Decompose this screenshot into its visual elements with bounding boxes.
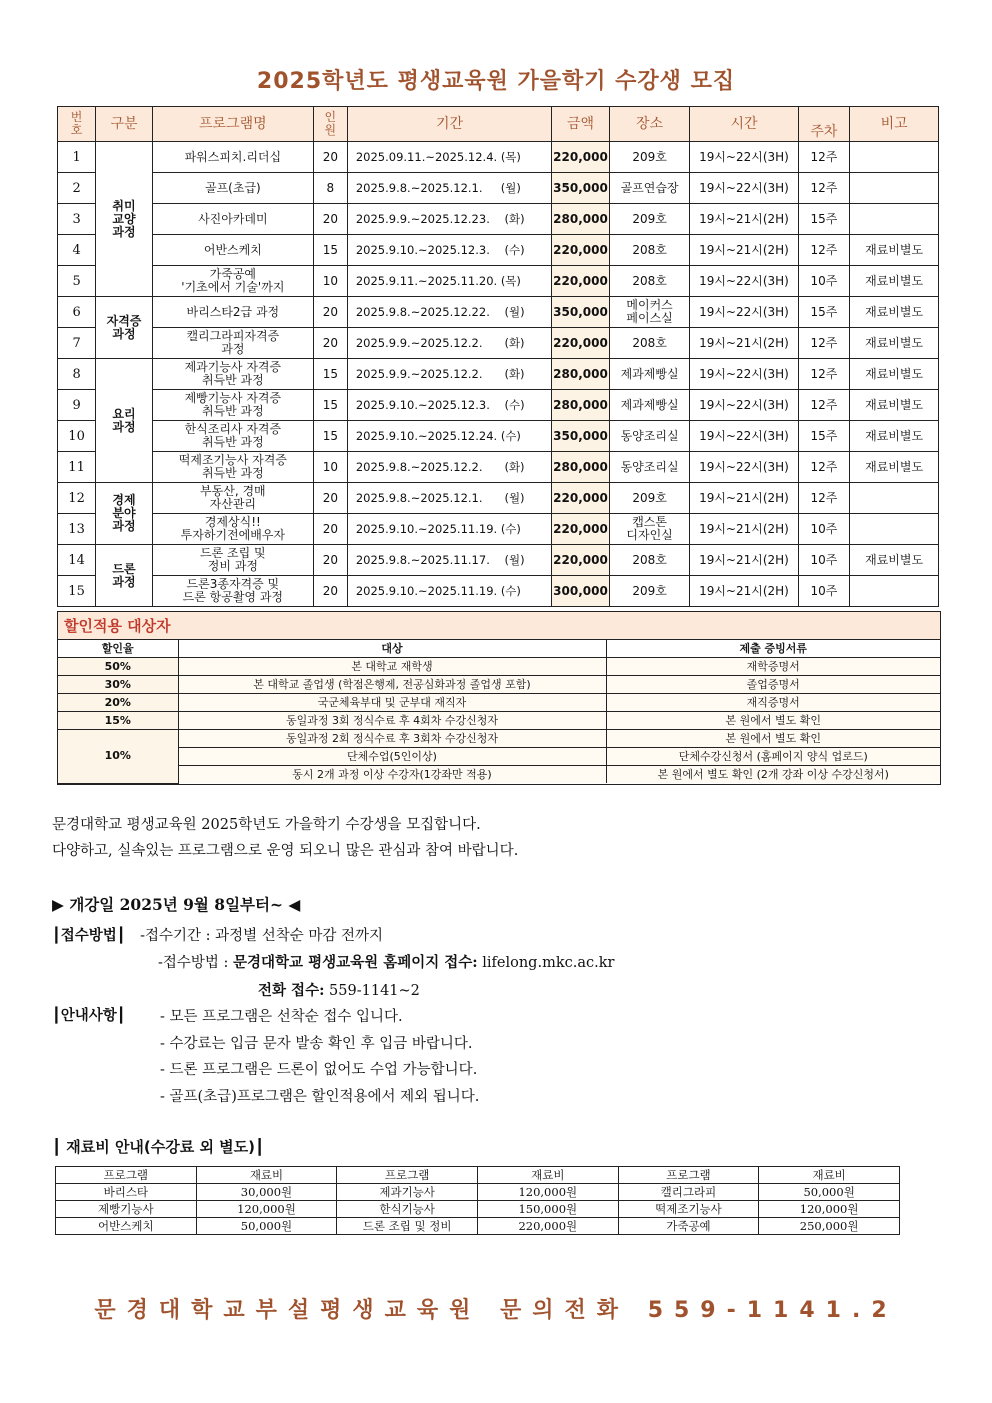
page-title: 2025학년도 평생교육원 가을학기 수강생 모집 bbox=[256, 69, 736, 94]
time: 19시~21시(2H) bbox=[690, 514, 798, 545]
application-phone: 559-1141~2 bbox=[324, 983, 420, 999]
program-row bbox=[58, 545, 939, 576]
time: 19시~22시(3H) bbox=[690, 390, 798, 421]
capacity: 20 bbox=[313, 328, 347, 359]
period: 2025.9.10.~2025.11.19. (수) bbox=[347, 514, 551, 545]
row-number: 9 bbox=[58, 390, 96, 421]
application-url[interactable]: lifelong.mkc.ac.kr bbox=[477, 955, 615, 971]
row-number: 15 bbox=[58, 576, 96, 607]
note: 재료비별도 bbox=[850, 390, 939, 421]
program-row bbox=[58, 173, 939, 204]
time: 19시~22시(3H) bbox=[690, 173, 798, 204]
material-cost: 150,000원 bbox=[477, 1201, 618, 1218]
place: 209호 bbox=[609, 204, 689, 235]
notice-row bbox=[52, 1004, 126, 1025]
discount-row bbox=[58, 694, 940, 712]
discount-target: 본 대학교 졸업생 (학점은행제, 전공심화과정 졸업생 포함) bbox=[178, 676, 606, 694]
fee: 220,000 bbox=[552, 545, 610, 576]
materials-col: 재료비 bbox=[196, 1167, 337, 1184]
period: 2025.9.10.~2025.12.3. (수) bbox=[347, 390, 551, 421]
fee: 280,000 bbox=[552, 359, 610, 390]
material-program: 드론 조립 및 정비 bbox=[337, 1218, 478, 1235]
time: 19시~22시(3H) bbox=[690, 359, 798, 390]
time: 19시~21시(2H) bbox=[690, 483, 798, 514]
discount-rate: 10% bbox=[58, 730, 178, 784]
note bbox=[850, 173, 939, 204]
program-row bbox=[58, 297, 939, 328]
category-cell: 경제 분야 과정 bbox=[96, 483, 153, 545]
material-cost: 220,000원 bbox=[477, 1218, 618, 1235]
place: 캡스톤 디자인실 bbox=[609, 514, 689, 545]
fee: 220,000 bbox=[552, 235, 610, 266]
program-name: 제과기능사 자격증 취득반 과정 bbox=[152, 359, 313, 390]
discount-doc: 졸업증명서 bbox=[606, 676, 940, 694]
application-period-row bbox=[52, 924, 383, 945]
row-number: 3 bbox=[58, 204, 96, 235]
discount-section bbox=[57, 611, 941, 785]
notice-item: - 수강료는 입금 문자 발송 확인 후 입금 바랍니다. bbox=[160, 1035, 473, 1052]
program-name: 파워스피치.리더십 bbox=[152, 142, 313, 173]
weeks: 12주 bbox=[798, 235, 850, 266]
col-period: 기간 bbox=[347, 107, 551, 142]
material-cost: 250,000원 bbox=[759, 1218, 900, 1235]
col-time: 시간 bbox=[690, 107, 798, 142]
discount-target: 단체수업(5인이상) bbox=[178, 748, 606, 766]
program-row bbox=[58, 359, 939, 390]
weeks: 10주 bbox=[798, 545, 850, 576]
period: 2025.9.11.~2025.11.20. (목) bbox=[347, 266, 551, 297]
application-phone-row bbox=[258, 979, 420, 1000]
program-row bbox=[58, 142, 939, 173]
note: 재료비별도 bbox=[850, 452, 939, 483]
weeks: 12주 bbox=[798, 359, 850, 390]
period: 2025.9.10.~2025.12.24. (수) bbox=[347, 421, 551, 452]
time: 19시~21시(2H) bbox=[690, 204, 798, 235]
weeks: 10주 bbox=[798, 266, 850, 297]
application-method-row bbox=[158, 951, 614, 972]
note bbox=[850, 142, 939, 173]
category-cell: 취미 교양 과정 bbox=[96, 142, 153, 297]
period: 2025.9.8.~2025.11.17. (월) bbox=[347, 545, 551, 576]
place: 동양조리실 bbox=[609, 421, 689, 452]
discount-col-target: 대상 bbox=[178, 640, 606, 658]
note: 재료비별도 bbox=[850, 359, 939, 390]
program-table bbox=[57, 106, 939, 607]
time: 19시~21시(2H) bbox=[690, 545, 798, 576]
period: 2025.9.8.~2025.12.2. (화) bbox=[347, 452, 551, 483]
materials-header-row bbox=[56, 1167, 900, 1184]
intro-line: 다양하고, 실속있는 프로그램으로 운영 되오니 많은 관심과 참여 바랍니다. bbox=[52, 843, 519, 859]
material-program: 어반스케치 bbox=[56, 1218, 197, 1235]
discount-target: 동시 2개 과정 이상 수강자(1강좌만 적용) bbox=[178, 766, 606, 784]
materials-title: ┃ 재료비 안내(수강료 외 별도)┃ bbox=[52, 1138, 265, 1156]
place: 208호 bbox=[609, 266, 689, 297]
intro-line: 문경대학교 평생교육원 2025학년도 가을학기 수강생을 모집합니다. bbox=[52, 817, 481, 833]
weeks: 10주 bbox=[798, 514, 850, 545]
category-cell: 자격증 과정 bbox=[96, 297, 153, 359]
note: 재료비별도 bbox=[850, 297, 939, 328]
capacity: 10 bbox=[313, 266, 347, 297]
capacity: 15 bbox=[313, 359, 347, 390]
discount-rate: 15% bbox=[58, 712, 178, 730]
material-program: 떡제조기능사 bbox=[618, 1201, 759, 1218]
materials-col: 프로그램 bbox=[337, 1167, 478, 1184]
place: 208호 bbox=[609, 545, 689, 576]
note bbox=[850, 483, 939, 514]
period: 2025.9.10.~2025.12.3. (수) bbox=[347, 235, 551, 266]
discount-row bbox=[58, 658, 940, 676]
period: 2025.9.8.~2025.12.22. (월) bbox=[347, 297, 551, 328]
discount-rate: 30% bbox=[58, 676, 178, 694]
fee: 350,000 bbox=[552, 297, 610, 328]
material-program: 가죽공예 bbox=[618, 1218, 759, 1235]
materials-row bbox=[56, 1184, 900, 1201]
application-period: -접수기간 : 과정별 선착순 마감 전까지 bbox=[140, 928, 384, 944]
program-row bbox=[58, 390, 939, 421]
category-cell: 요리 과정 bbox=[96, 359, 153, 483]
weeks: 12주 bbox=[798, 483, 850, 514]
row-number: 6 bbox=[58, 297, 96, 328]
notice-label: ┃안내사항┃ bbox=[52, 1008, 126, 1024]
materials-col: 프로그램 bbox=[618, 1167, 759, 1184]
discount-target: 동일과정 2회 정식수료 후 3회차 수강신청자 bbox=[178, 730, 606, 748]
discount-doc: 단체수강신청서 (홈페이지 양식 업로드) bbox=[606, 748, 940, 766]
discount-row bbox=[58, 676, 940, 694]
discount-header-row bbox=[58, 640, 940, 658]
row-number: 5 bbox=[58, 266, 96, 297]
program-name: 한식조리사 자격증 취득반 과정 bbox=[152, 421, 313, 452]
notice-list bbox=[160, 1004, 479, 1110]
program-table-header bbox=[58, 107, 939, 142]
row-number: 1 bbox=[58, 142, 96, 173]
place: 209호 bbox=[609, 576, 689, 607]
capacity: 20 bbox=[313, 514, 347, 545]
place: 209호 bbox=[609, 483, 689, 514]
time: 19시~21시(2H) bbox=[690, 235, 798, 266]
time: 19시~22시(3H) bbox=[690, 266, 798, 297]
materials-col: 프로그램 bbox=[56, 1167, 197, 1184]
program-name: 드론3종자격증 및 드론 항공촬영 과정 bbox=[152, 576, 313, 607]
program-row bbox=[58, 235, 939, 266]
program-row bbox=[58, 328, 939, 359]
capacity: 20 bbox=[313, 483, 347, 514]
materials-col: 재료비 bbox=[759, 1167, 900, 1184]
period: 2025.9.9.~2025.12.2. (화) bbox=[347, 328, 551, 359]
program-name: 떡제조기능사 자격증 취득반 과정 bbox=[152, 452, 313, 483]
time: 19시~22시(3H) bbox=[690, 297, 798, 328]
col-fee: 금액 bbox=[552, 107, 610, 142]
material-cost: 120,000원 bbox=[759, 1201, 900, 1218]
weeks: 10주 bbox=[798, 576, 850, 607]
material-program: 한식기능사 bbox=[337, 1201, 478, 1218]
weeks: 12주 bbox=[798, 142, 850, 173]
row-number: 13 bbox=[58, 514, 96, 545]
category-cell: 드론 과정 bbox=[96, 545, 153, 607]
weeks: 15주 bbox=[798, 297, 850, 328]
capacity: 20 bbox=[313, 297, 347, 328]
capacity: 20 bbox=[313, 204, 347, 235]
period: 2025.9.9.~2025.12.23. (화) bbox=[347, 204, 551, 235]
fee: 300,000 bbox=[552, 576, 610, 607]
place: 208호 bbox=[609, 235, 689, 266]
materials-row bbox=[56, 1218, 900, 1235]
material-program: 캘리그라피 bbox=[618, 1184, 759, 1201]
materials-col: 재료비 bbox=[477, 1167, 618, 1184]
place: 골프연습장 bbox=[609, 173, 689, 204]
material-cost: 50,000원 bbox=[196, 1218, 337, 1235]
program-name: 경제상식!! 투자하기전에배우자 bbox=[152, 514, 313, 545]
col-program: 프로그램명 bbox=[152, 107, 313, 142]
fee: 220,000 bbox=[552, 266, 610, 297]
program-row bbox=[58, 204, 939, 235]
material-cost: 120,000원 bbox=[477, 1184, 618, 1201]
discount-row bbox=[58, 748, 940, 766]
col-no: 번 호 bbox=[58, 107, 96, 142]
discount-heading: 할인적용 대상자 bbox=[58, 612, 940, 640]
place: 동양조리실 bbox=[609, 452, 689, 483]
discount-table bbox=[58, 640, 940, 784]
discount-target: 동일과정 3회 정식수료 후 4회차 수강신청자 bbox=[178, 712, 606, 730]
row-number: 4 bbox=[58, 235, 96, 266]
program-name: 가죽공예 '기초에서 기술'까지 bbox=[152, 266, 313, 297]
weeks: 15주 bbox=[798, 421, 850, 452]
discount-row bbox=[58, 730, 940, 748]
row-number: 12 bbox=[58, 483, 96, 514]
capacity: 20 bbox=[313, 576, 347, 607]
col-weeks: 주차 bbox=[798, 107, 850, 142]
program-row bbox=[58, 266, 939, 297]
application-method-bold: 문경대학교 평생교육원 홈페이지 접수: bbox=[233, 954, 478, 971]
col-category: 구분 bbox=[96, 107, 153, 142]
note bbox=[850, 576, 939, 607]
program-name: 사진아카데미 bbox=[152, 204, 313, 235]
notice-item: - 드론 프로그램은 드론이 없어도 수업 가능합니다. bbox=[160, 1062, 478, 1078]
period: 2025.9.8.~2025.12.1. (월) bbox=[347, 483, 551, 514]
place: 209호 bbox=[609, 142, 689, 173]
time: 19시~22시(3H) bbox=[690, 421, 798, 452]
capacity: 15 bbox=[313, 390, 347, 421]
note bbox=[850, 514, 939, 545]
fee: 220,000 bbox=[552, 328, 610, 359]
discount-target: 국군체육부대 및 군부대 재직자 bbox=[178, 694, 606, 712]
material-program: 바리스타 bbox=[56, 1184, 197, 1201]
discount-rate: 50% bbox=[58, 658, 178, 676]
weeks: 12주 bbox=[798, 390, 850, 421]
material-program: 제과기능사 bbox=[337, 1184, 478, 1201]
note: 재료비별도 bbox=[850, 545, 939, 576]
discount-doc: 재학증명서 bbox=[606, 658, 940, 676]
note: 재료비별도 bbox=[850, 421, 939, 452]
application-method-prefix: -접수방법 : bbox=[158, 955, 234, 971]
place: 제과제빵실 bbox=[609, 359, 689, 390]
col-note: 비고 bbox=[850, 107, 939, 142]
program-name: 부동산, 경매 자산관리 bbox=[152, 483, 313, 514]
program-row bbox=[58, 421, 939, 452]
discount-doc: 재직증명서 bbox=[606, 694, 940, 712]
row-number: 10 bbox=[58, 421, 96, 452]
col-capacity: 인 원 bbox=[313, 107, 347, 142]
note: 재료비별도 bbox=[850, 266, 939, 297]
weeks: 12주 bbox=[798, 328, 850, 359]
material-program: 제빵기능사 bbox=[56, 1201, 197, 1218]
program-row bbox=[58, 452, 939, 483]
row-number: 11 bbox=[58, 452, 96, 483]
material-cost: 120,000원 bbox=[196, 1201, 337, 1218]
discount-rate: 20% bbox=[58, 694, 178, 712]
period: 2025.09.11.~2025.12.4. (목) bbox=[347, 142, 551, 173]
fee: 350,000 bbox=[552, 173, 610, 204]
program-row bbox=[58, 576, 939, 607]
application-phone-label: 전화 접수: bbox=[258, 982, 325, 999]
capacity: 20 bbox=[313, 545, 347, 576]
notice-item: - 모든 프로그램은 선착순 접수 입니다. bbox=[160, 1009, 403, 1025]
note bbox=[850, 204, 939, 235]
row-number: 8 bbox=[58, 359, 96, 390]
program-name: 골프(초급) bbox=[152, 173, 313, 204]
row-number: 14 bbox=[58, 545, 96, 576]
place: 제과제빵실 bbox=[609, 390, 689, 421]
period: 2025.9.10.~2025.11.19. (수) bbox=[347, 576, 551, 607]
place: 메이커스 페이스실 bbox=[609, 297, 689, 328]
time: 19시~21시(2H) bbox=[690, 576, 798, 607]
program-name: 바리스타2급 과정 bbox=[152, 297, 313, 328]
row-number: 2 bbox=[58, 173, 96, 204]
fee: 280,000 bbox=[552, 452, 610, 483]
weeks: 12주 bbox=[798, 173, 850, 204]
program-name: 어반스케치 bbox=[152, 235, 313, 266]
footer-contact: 문경대학교부설평생교육원 문의전화 559-1141.2 bbox=[94, 1298, 898, 1323]
application-label: ┃접수방법┃ bbox=[52, 928, 126, 944]
period: 2025.9.9.~2025.12.2. (화) bbox=[347, 359, 551, 390]
materials-table bbox=[55, 1166, 900, 1235]
program-name: 캘리그라피자격증 과정 bbox=[152, 328, 313, 359]
materials-row bbox=[56, 1201, 900, 1218]
discount-col-rate: 할인율 bbox=[58, 640, 178, 658]
capacity: 10 bbox=[313, 452, 347, 483]
program-row bbox=[58, 483, 939, 514]
fee: 220,000 bbox=[552, 142, 610, 173]
discount-doc: 본 원에서 별도 확인 bbox=[606, 712, 940, 730]
fee: 280,000 bbox=[552, 204, 610, 235]
discount-row bbox=[58, 712, 940, 730]
time: 19시~22시(3H) bbox=[690, 452, 798, 483]
period: 2025.9.8.~2025.12.1. (월) bbox=[347, 173, 551, 204]
time: 19시~21시(2H) bbox=[690, 328, 798, 359]
note: 재료비별도 bbox=[850, 235, 939, 266]
fee: 220,000 bbox=[552, 483, 610, 514]
discount-doc: 본 원에서 별도 확인 (2개 강좌 이상 수강신청서) bbox=[606, 766, 940, 784]
capacity: 15 bbox=[313, 235, 347, 266]
material-cost: 30,000원 bbox=[196, 1184, 337, 1201]
material-cost: 50,000원 bbox=[759, 1184, 900, 1201]
capacity: 8 bbox=[313, 173, 347, 204]
col-place: 장소 bbox=[609, 107, 689, 142]
capacity: 15 bbox=[313, 421, 347, 452]
program-name: 제빵기능사 자격증 취득반 과정 bbox=[152, 390, 313, 421]
fee: 350,000 bbox=[552, 421, 610, 452]
notice-item: - 골프(초급)프로그램은 할인적용에서 제외 됩니다. bbox=[160, 1088, 480, 1105]
fee: 280,000 bbox=[552, 390, 610, 421]
discount-doc: 본 원에서 별도 확인 bbox=[606, 730, 940, 748]
intro-text bbox=[52, 812, 518, 864]
capacity: 20 bbox=[313, 142, 347, 173]
row-number: 7 bbox=[58, 328, 96, 359]
discount-target: 본 대학교 재학생 bbox=[178, 658, 606, 676]
program-row bbox=[58, 514, 939, 545]
fee: 220,000 bbox=[552, 514, 610, 545]
program-name: 드론 조립 및 정비 과정 bbox=[152, 545, 313, 576]
discount-col-doc: 제출 증빙서류 bbox=[606, 640, 940, 658]
weeks: 12주 bbox=[798, 452, 850, 483]
note: 재료비별도 bbox=[850, 328, 939, 359]
weeks: 15주 bbox=[798, 204, 850, 235]
time: 19시~22시(3H) bbox=[690, 142, 798, 173]
discount-row bbox=[58, 766, 940, 784]
place: 208호 bbox=[609, 328, 689, 359]
opening-date: ▶ 개강일 2025년 9월 8일부터~ ◀ bbox=[52, 895, 301, 914]
